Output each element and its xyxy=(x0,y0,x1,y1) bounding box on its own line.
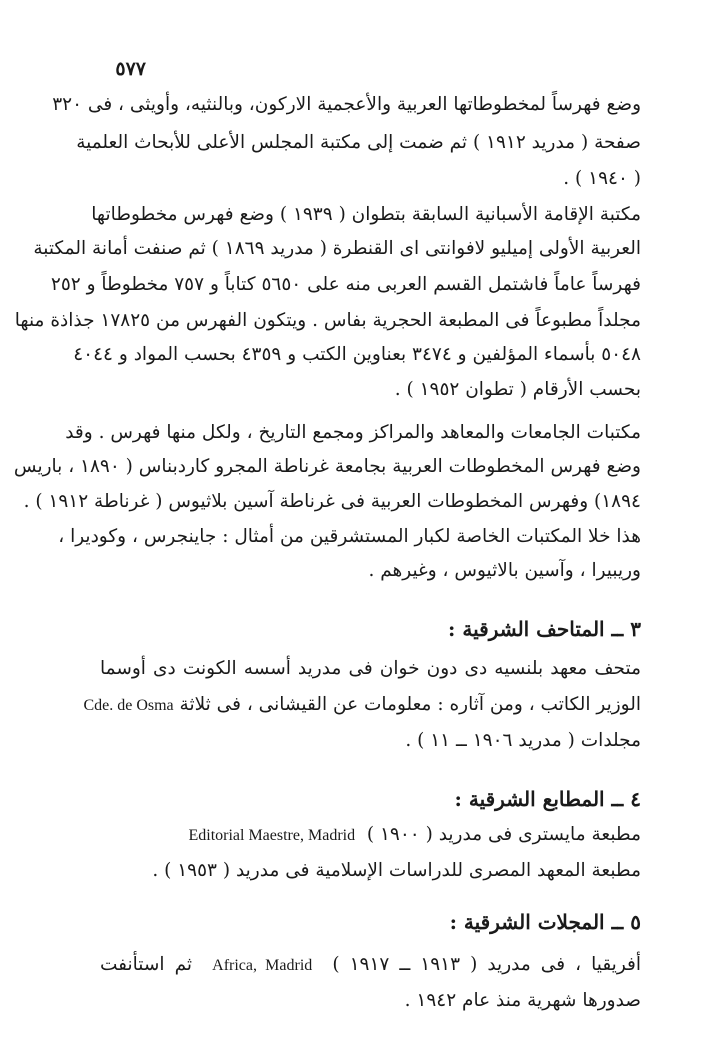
text-latin: Cde. de Osma xyxy=(83,697,174,714)
section-heading-presses: ٤ ــ المطابع الشرقية : xyxy=(454,787,641,811)
text-line: ٥٠٤٨ بأسماء المؤلفين و ٣٤٧٤ بعناوين الكتب و ٤٣٥٩ بحسب المواد و ٤٠٤٤ xyxy=(73,344,641,365)
text-latin: Editorial Maestre, Madrid xyxy=(188,827,356,844)
text-line: متحف معهد بلنسيه دى دون خوان فى مدريد أسسه الكونت دى أوسما xyxy=(100,658,641,679)
text-line: مكتبة الإقامة الأسبانية السابقة بتطوان ( ١٩٣٩ ) وضع فهرس مخطوطاتها xyxy=(91,204,641,225)
text-arabic: أفريقيا ، فى مدريد ( ١٩١٣ ــ ١٩١٧ ) xyxy=(332,954,642,975)
text-line: مكتبات الجامعات والمعاهد والمراكز ومجمع التاريخ ، ولكل منها فهرس . وقد xyxy=(65,422,641,443)
text-line-mixed xyxy=(188,820,641,850)
section-heading-museums: ٣ ــ المتاحف الشرقية : xyxy=(448,617,641,641)
text-line: العربية الأولى إميليو لافوانتى اى القنطرة ( مدريد ١٨٦٩ ) ثم صنفت أمانة المكتبة xyxy=(33,238,641,259)
text-line-mixed xyxy=(83,690,641,720)
text-line: وريبيرا ، وآسين بالاثيوس ، وغيرهم . xyxy=(368,560,641,581)
text-arabic: مطبعة مايسترى فى مدريد ( ١٩٠٠ ) xyxy=(366,824,641,845)
text-line: ( ١٩٤٠ ) . xyxy=(563,168,641,189)
text-line: مجلداً مطبوعاً فى المطبعة الحجرية بفاس . ويتكون الفهرس من ١٧٨٢٥ جذاذة منها xyxy=(14,310,641,331)
text-arabic: الوزير الكاتب ، ومن آثاره : معلومات عن القيشانى ، فى ثلاثة xyxy=(179,694,641,715)
text-line: هذا خلا المكتبات الخاصة لكبار المستشرقين من أمثال : جاينجرس ، وكوديرا ، xyxy=(58,526,641,547)
text-line: مجلدات ( مدريد ١٩٠٦ ــ ١١ ) . xyxy=(405,730,641,751)
text-line: بحسب الأرقام ( تطوان ١٩٥٢ ) . xyxy=(394,379,641,400)
page-number: ٥٧٧ xyxy=(115,58,146,80)
section-heading-journals: ٥ ــ المجلات الشرقية : xyxy=(449,910,641,934)
text-line: مطبعة المعهد المصرى للدراسات الإسلامية فى مدريد ( ١٩٥٣ ) . xyxy=(152,860,641,881)
text-line: وضع فهرس المخطوطات العربية بجامعة غرناطة المجرو كاردبناس ( ١٨٩٠ ، باريس xyxy=(13,456,641,477)
text-line-mixed xyxy=(100,950,641,980)
text-line: ١٨٩٤) وفهرس المخطوطات العربية فى غرناطة آسين بلاثيوس ( غرناطة ١٩١٢ ) . xyxy=(23,491,641,512)
text-arabic: ثم استأنفت xyxy=(100,954,193,975)
text-latin: Africa, Madrid xyxy=(212,957,313,974)
text-line: صفحة ( مدريد ١٩١٢ ) ثم ضمت إلى مكتبة المجلس الأعلى للأبحاث العلمية xyxy=(76,132,641,153)
text-line: صدورها شهرية منذ عام ١٩٤٢ . xyxy=(404,990,641,1011)
text-line: فهرساً عاماً فاشتمل القسم العربى منه على ٥٦٥٠ كتاباً و ٧٥٧ مخطوطاً و ٢٥٢ xyxy=(50,274,641,295)
text-line: وضع فهرساً لمخطوطاتها العربية والأعجمية الاركون، وبالنثيه، وأويثى ، فى ٣٢٠ xyxy=(52,94,641,115)
